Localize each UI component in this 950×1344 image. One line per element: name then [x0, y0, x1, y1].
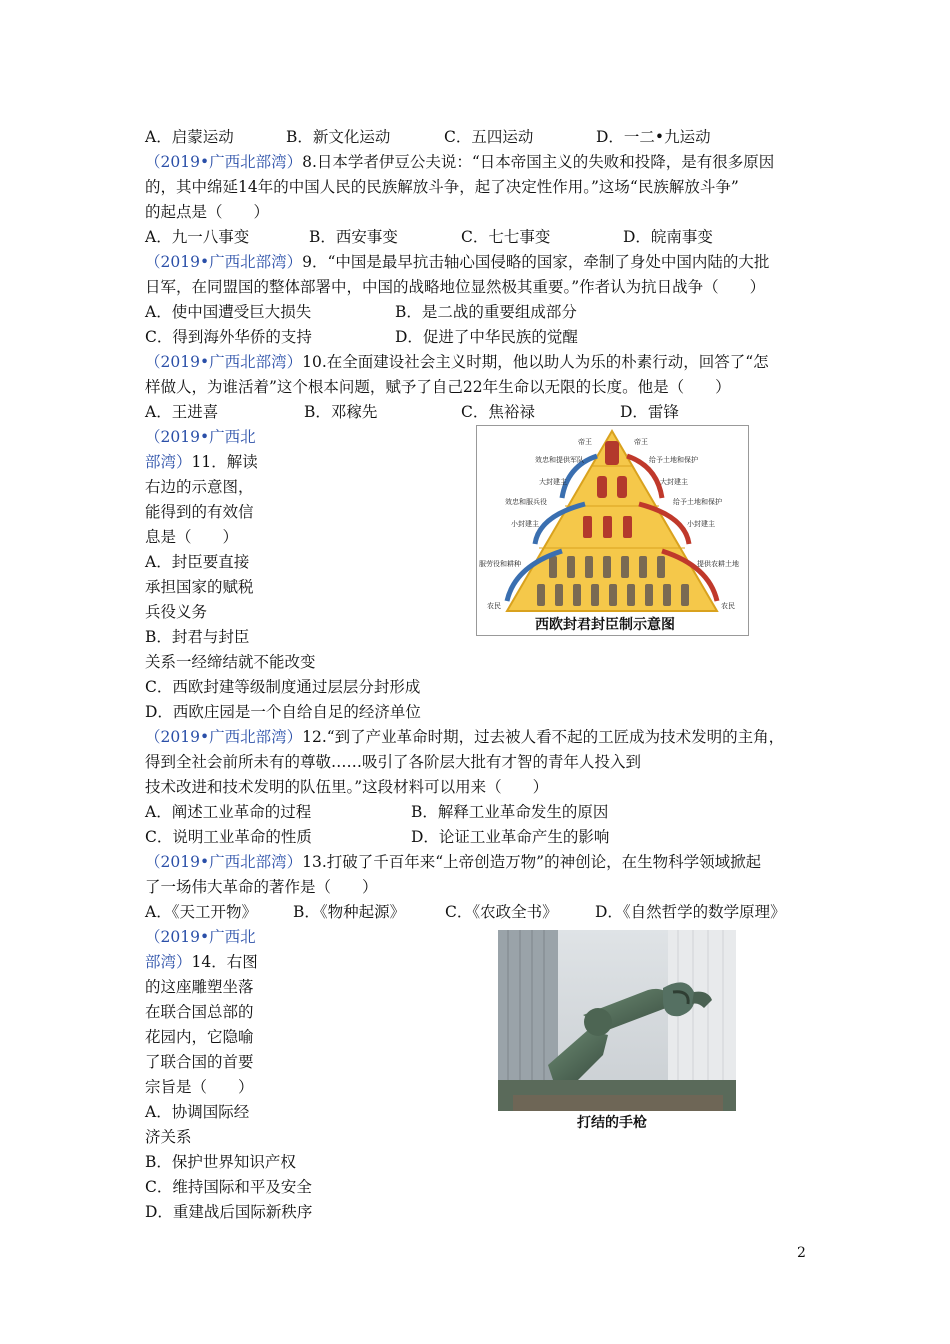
q11-line-4: 息是（ ）	[145, 528, 239, 546]
level-label-lesser-lord-right: 小封建主	[687, 520, 715, 528]
q12-line-2: 得到全社会前所未有的尊敬……吸引了各阶层大批有才智的青年人投入到	[145, 753, 642, 771]
q10-option-a: A．王进喜	[145, 403, 219, 421]
q10-line-1: （2019•广西北部湾）10.在全面建设社会主义时期，他以助人为乐的朴素行动，回答了“怎	[145, 353, 769, 371]
q11-option-a-line-2: 承担国家的赋税	[145, 578, 254, 596]
q12-option-d: D．论证工业革命产生的影响	[411, 828, 610, 846]
q11-option-a-line-1: A．封臣要直接	[145, 553, 250, 571]
q11-option-b-line-2: 关系一经缔结就不能改变	[145, 653, 316, 671]
q10-source: （2019•广西北部湾）	[145, 353, 303, 371]
q7-option-a: A．启蒙运动	[145, 128, 234, 146]
q9-line-2: 日军，在同盟国的整体部署中，中国的战略地位显然极其重要。”作者认为抗日战争（ ）	[145, 278, 766, 296]
left-label-1: 效忠和提供军队	[535, 456, 584, 464]
q8-line-2: 的，其中绵延14年的中国人民的民族解放斗争，起了决定性作用。”这场“民族解放斗争”	[145, 178, 739, 196]
q13-line-1: （2019•广西北部湾）13.打破了千百年来“上帝创造万物”的神创论，在生物科学领域掀起	[145, 853, 762, 871]
q7-option-b: B．新文化运动	[286, 128, 391, 146]
right-label-1: 给予土地和保护	[649, 456, 698, 464]
q14-line-4: 花园内，它隐喻	[145, 1028, 254, 1046]
q9-option-c: C．得到海外华侨的支持	[145, 328, 312, 346]
q11-line-3: 能得到的有效信	[145, 503, 254, 521]
q7-option-c: C．五四运动	[444, 128, 534, 146]
q12-option-b: B．解释工业革命发生的原因	[411, 803, 609, 821]
q8-source: （2019•广西北部湾）	[145, 153, 303, 171]
level-label-emperor-right: 帝王	[634, 438, 648, 446]
q12-line-1: （2019•广西北部湾）12.“到了产业革命时期，过去被人看不起的工匠成为技术发明的主角，	[145, 728, 785, 746]
q10-option-c: C．焦裕禄	[461, 403, 535, 421]
q14-line-2: 的这座雕塑坐落	[145, 978, 254, 996]
page-number: 2	[797, 1245, 806, 1261]
q12-source: （2019•广西北部湾）	[145, 728, 303, 746]
q14-line-1: 部湾）14．右图	[145, 953, 258, 971]
level-label-peasant-left: 农民	[487, 602, 501, 610]
q11-option-c: C．西欧封建等级制度通过层层分封形成	[145, 678, 421, 696]
feudal-pyramid-diagram	[477, 426, 748, 614]
knotted-gun-photo	[498, 930, 736, 1111]
level-label-great-lord-left: 大封建主	[539, 478, 567, 486]
q13-source: （2019•广西北部湾）	[145, 853, 303, 871]
q14-source-b: 部湾）	[145, 953, 192, 971]
q14-source-a: （2019•广西北	[145, 928, 256, 946]
q10-option-d: D．雷锋	[620, 403, 679, 421]
q11-line-1: 部湾）11．解读	[145, 453, 258, 471]
q8-option-a: A．九一八事变	[145, 228, 250, 246]
q13-option-d: D．《自然哲学的数学原理》	[595, 903, 786, 921]
left-label-3: 服劳役和耕种	[479, 560, 521, 568]
q9-option-d: D．促进了中华民族的觉醒	[395, 328, 578, 346]
right-label-2: 给予土地和保护	[673, 498, 722, 506]
q14-line-5: 了联合国的首要	[145, 1053, 254, 1071]
q9-source: （2019•广西北部湾）	[145, 253, 303, 271]
q11-option-b-line-1: B．封君与封臣	[145, 628, 250, 646]
q14-option-c: C．维持国际和平及安全	[145, 1178, 312, 1196]
q11-line-2: 右边的示意图，	[145, 478, 254, 496]
q14-option-a-line-1: A．协调国际经	[145, 1103, 250, 1121]
q9-option-a: A．使中国遭受巨大损失	[145, 303, 312, 321]
q11-option-a-line-3: 兵役义务	[145, 603, 208, 621]
q14-option-b: B．保护世界知识产权	[145, 1153, 296, 1171]
knotted-gun-caption: 打结的手枪	[577, 1115, 647, 1131]
q14-line-3: 在联合国总部的	[145, 1003, 254, 1021]
q9-line-1: （2019•广西北部湾）9．“中国是最早抗击轴心国侵略的国家，牵制了身处中国内陆的大批	[145, 253, 770, 271]
right-label-3: 提供农耕土地	[697, 560, 739, 568]
q12-option-a: A．阐述工业革命的过程	[145, 803, 312, 821]
q13-option-a: A．《天工开物》	[145, 903, 257, 921]
q13-option-c: C．《农政全书》	[445, 903, 558, 921]
q13-line-2: 了一场伟大革命的著作是（ ）	[145, 878, 378, 896]
q14-option-d: D．重建战后国际新秩序	[145, 1203, 313, 1221]
q8-option-d: D．皖南事变	[623, 228, 713, 246]
level-label-emperor-left: 帝王	[578, 438, 592, 446]
q10-line-2: 样做人，为谁活着”这个根本问题，赋予了自己22年生命以无限的长度。他是（ ）	[145, 378, 731, 396]
level-label-lesser-lord-left: 小封建主	[511, 520, 539, 528]
q14-option-a-line-2: 济关系	[145, 1128, 192, 1146]
q12-line-3: 技术改进和技术发明的队伍里。”这段材料可以用来（ ）	[145, 778, 549, 796]
feudal-figure-caption: 西欧封君封臣制示意图	[535, 617, 675, 633]
q9-option-b: B．是二战的重要组成部分	[395, 303, 577, 321]
q11-source-b: 部湾）	[145, 453, 192, 471]
knotted-gun-illustration	[498, 930, 736, 1111]
q8-line-1: （2019•广西北部湾）8.日本学者伊豆公夫说：“日本帝国主义的失败和投降，是有很多原因	[145, 153, 775, 171]
q10-option-b: B．邓稼先	[304, 403, 378, 421]
q8-option-b: B．西安事变	[309, 228, 398, 246]
level-label-peasant-right: 农民	[721, 602, 735, 610]
q13-option-b: B．《物种起源》	[293, 903, 406, 921]
left-label-2: 效忠和服兵役	[505, 498, 547, 506]
q11-source-a: （2019•广西北	[145, 428, 256, 446]
q8-option-c: C．七七事变	[461, 228, 551, 246]
q7-option-d: D．一二•九运动	[596, 128, 711, 146]
q11-option-d: D．西欧庄园是一个自给自足的经济单位	[145, 703, 421, 721]
q8-line-3: 的起点是（ ）	[145, 203, 270, 221]
q12-option-c: C．说明工业革命的性质	[145, 828, 312, 846]
level-label-great-lord-right: 大封建主	[660, 478, 688, 486]
feudal-pyramid-figure	[476, 425, 749, 636]
q14-line-6: 宗旨是（ ）	[145, 1078, 254, 1096]
